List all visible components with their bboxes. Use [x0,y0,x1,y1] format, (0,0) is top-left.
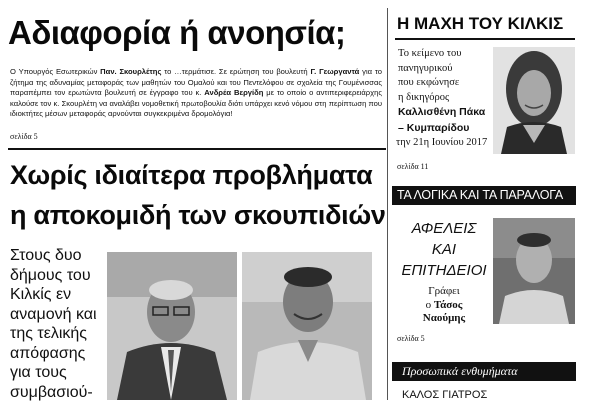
section-machi-line [396,136,498,151]
photo-man-smiling [242,252,372,400]
author-line: ο Τάσος [396,299,492,313]
photo-man-naoumis [493,218,575,324]
page-ref-11: σελίδα 11 [397,162,428,171]
photo-man-naoumis-image [493,218,575,324]
section-machi-line [398,62,498,77]
article-run: με το οποίο ο αντιπεριφερειάρχης καλούσε τον κ. Σκουρλέτη να αναλάβει νομοθετική πρωτοβουλία διότι υπάρχει κενό νόμου στη περίπτωση που ιδιοκτήτες μέσων μεταφοράς αρνούνται συγκεκριμένα δρομολόγια! [10,88,382,118]
page-ref-5: σελίδα 5 [10,132,38,141]
section-title-underline [395,38,575,40]
banner-prosopika-label: Προσωπικά ενθυμήματα [392,362,576,381]
article-run: για το ζήτημα της αδυναμίας μεταφοράς των μαθητών του Ομαλού και του Πεντελόφου σε σχολεία της Γουμένισσας παραπέμπει τον ερωτώντα βουλευτή σε έγγραφο του κ. [10,67,382,97]
article-line: Κιλκίς εν [10,285,110,305]
article-run: Ανδρέα Βεργίδη [204,88,263,97]
section-machi-text-run: 21η Ιουνίου 2017 [413,137,487,148]
article-line: για τους [10,363,110,383]
photo-man-glasses [107,252,237,400]
article-run: Παν. Σκουρλέτης [100,67,161,76]
article-adiaforia-body [10,67,382,120]
photo-woman-image [493,47,575,154]
article-run: Γ. Γεωργαντά [310,67,359,76]
column-divider [387,8,388,400]
section-machi-text-run: – Κυμπαρίδου [398,122,469,134]
section-machi-prefix: την [396,137,413,148]
article-line: δήμους του [10,266,110,286]
next-article-heading: ΚΑΛΟΣ ΓΙΑΤΡΟΣ [402,389,487,401]
headline-garbage-line2: η αποκομιδή των σκουπιδιών [10,200,386,231]
section-machi-line [398,105,498,121]
section-machi-line [398,76,498,91]
article-line: της τελικής [10,324,110,344]
section-machi-text-run: Το κείμενο του [398,48,461,59]
article-run: Ο Υπουργός Εσωτερικών [10,67,100,76]
page-ref-5b: σελίδα 5 [397,334,425,343]
banner-logika-label: ΤΑ ΛΟΓΙΚΑ ΚΑΙ ΤΑ ΠΑΡΑΛΟΓΑ [392,186,576,205]
headline-garbage-line1: Χωρίς ιδιαίτερα προβλήματα [10,160,372,191]
section-logika-headline [396,218,492,281]
section-title-machi: Η ΜΑΧΗ ΤΟΥ ΚΙΛΚΙΣ [397,14,563,34]
section-divider [8,148,386,150]
author-surname: Ναούμης [396,312,492,326]
article-line: απόφασης [10,344,110,364]
banner-prosopika [392,362,576,381]
section-machi-line [398,47,498,62]
section-machi-text-run: που εκφώνησε [398,77,459,88]
section-logika-headline-line: ΚΑΙ [396,239,492,260]
section-machi-line [398,121,498,137]
writes-label: Γράφει [396,285,492,299]
banner-logika [392,186,576,205]
article-garbage-body [10,246,110,402]
photo-woman [493,47,575,154]
section-machi-text-run: Καλλισθένη Πάκα [398,106,485,118]
article-run: το …τερμάτισε. Σε ερώτηση του βουλευτή [161,67,310,76]
headline-adiaforia: Αδιαφορία ή ανοησία; [8,14,345,52]
section-machi-text-run: πανηγυρικού [398,63,452,74]
section-logika-writer [396,285,492,326]
article-line: Στους δυο [10,246,110,266]
article-line: αναμονή και [10,305,110,325]
section-logika-headline-line: ΑΦΕΛΕΙΣ [396,218,492,239]
article-line: συμβασιού- [10,383,110,402]
section-machi-line [398,91,498,106]
section-machi-text-run: η δικηγόρος [398,92,449,103]
section-machi-text [398,47,498,151]
photo-man-glasses-image [107,252,237,400]
section-logika-headline-line: ΕΠΙΤΗΔΕΙΟΙ [396,260,492,281]
photo-man-smiling-image [242,252,372,400]
